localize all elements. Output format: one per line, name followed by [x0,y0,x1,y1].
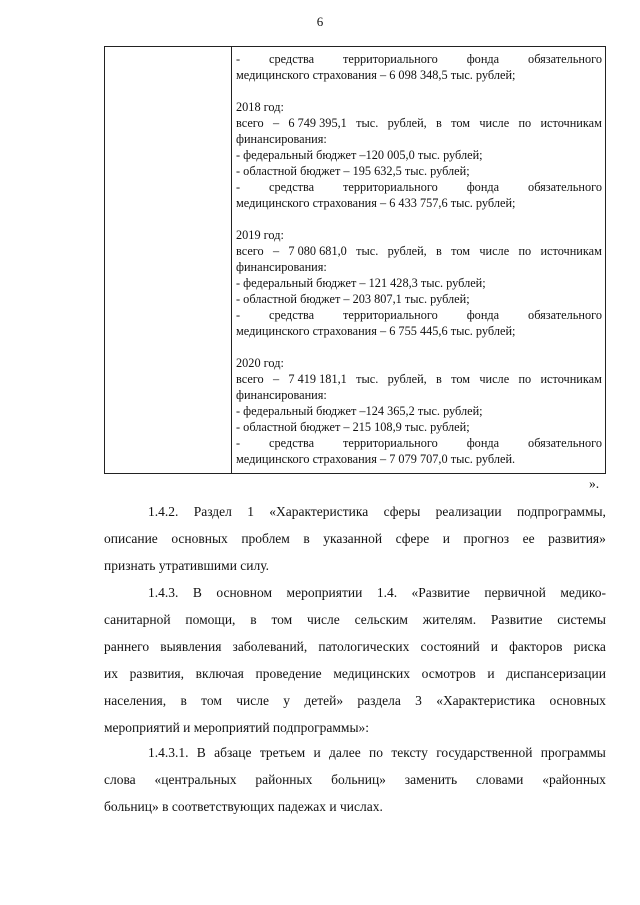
paragraph-line: признать утратившими силу. [104,558,270,573]
word: числе [479,116,510,130]
word: государственной [436,745,533,760]
word: тыс. [356,244,379,258]
word: том [451,244,471,258]
word: средства [269,308,315,322]
paragraph-1-4-2 [104,498,606,579]
word: медицинских [333,666,410,681]
word: всего [236,116,264,130]
word: источникам [540,116,602,130]
word: жителям. [422,612,477,627]
word: В [196,745,206,760]
regional-2018: - областной бюджет – 195 632,5 тыс. рублей; [236,164,470,178]
word: реализации [435,504,502,519]
paragraph-line [104,687,606,714]
paragraph-line [104,633,606,660]
word: у [283,693,291,708]
word: и [442,531,451,546]
word: обязательного [528,52,602,66]
word: в [436,244,442,258]
word: выявления [160,639,222,654]
table-left-cell [105,47,232,473]
word: основных [171,531,228,546]
total-2020-line [236,371,602,387]
paragraph-line [104,498,606,525]
word: проблем [241,531,290,546]
paragraph-1-4-3 [104,579,606,741]
word: – [272,372,280,386]
paragraph-line [104,606,606,633]
word: - [236,52,241,66]
word: всего [236,244,264,258]
paragraph-line [104,579,606,606]
word: рублей, [387,116,427,130]
word: медико- [560,585,606,600]
fund-2020-line [236,435,602,451]
word: развития» [548,531,606,546]
word: средства [269,52,315,66]
word: числе [307,612,340,627]
word: системы [557,612,606,627]
word: «Развитие [411,585,470,600]
year-2018-heading: 2018 год: [236,100,284,114]
word: осмотров [421,666,476,681]
word: тыс. [356,116,379,130]
word: включая [195,666,244,681]
word: подпрограммы, [516,504,606,519]
funding-table [104,46,606,474]
paragraph-line [104,766,606,793]
word: том [451,372,471,386]
word: развития, [129,666,185,681]
word: территориального [343,180,438,194]
paragraph-line [104,525,606,552]
federal-2020: - федеральный бюджет –124 365,2 тыс. рублей; [236,404,483,418]
word: – [272,116,280,130]
word: санитарной [104,612,171,627]
word: мероприятии [286,585,363,600]
word: обязательного [528,180,602,194]
word: 1.4. [376,585,398,600]
word: «Характеристика [436,693,536,708]
word: территориального [343,436,438,450]
fund-line [236,51,602,67]
word: в [436,372,442,386]
word: числе [479,244,510,258]
word: территориального [343,52,438,66]
word: описание [104,531,158,546]
word: - [236,180,241,194]
paragraph-line: больниц» в соответствующих падежах и числах. [104,799,383,814]
word: их [104,666,118,681]
word: основном [216,585,273,600]
word: 7 419 181,1 [288,372,347,386]
word: основных [549,693,606,708]
financing-label: финансирования: [236,388,327,402]
fund-2018-amount: медицинского страхования – 6 433 757,6 тыс. рублей; [236,196,516,210]
fund-2019-amount: медицинского страхования – 6 755 445,6 тыс. рублей; [236,324,516,338]
word: районных [255,772,313,787]
word: диспансеризации [506,666,606,681]
word: сфере [395,531,430,546]
word: раздела [357,693,401,708]
word: 1 [247,504,254,519]
word: обязательного [528,308,602,322]
federal-2018: - федеральный бюджет –120 005,0 тыс. рублей; [236,148,483,162]
word: по [518,116,532,130]
word: далее [329,745,361,760]
paragraph-line [104,739,606,766]
word: 1.4.3.1. [148,745,189,760]
word: факторов [509,639,563,654]
word: и [313,745,321,760]
word: том [201,693,222,708]
word: Развитие [490,612,543,627]
word: 3 [415,693,422,708]
regional-2019: - областной бюджет – 203 807,1 тыс. рублей; [236,292,470,306]
word: средства [269,436,315,450]
word: фонда [466,308,500,322]
word: абзаце [214,745,252,760]
word: программы [540,745,606,760]
word: заменить [404,772,458,787]
word: в [436,116,442,130]
regional-2020: - областной бюджет – 215 108,9 тыс. рублей; [236,420,470,434]
word: том [451,116,471,130]
financing-label: финансирования: [236,132,327,146]
word: – [272,244,280,258]
word: 7 080 681,0 [288,244,347,258]
word: и [490,639,498,654]
word: фонда [466,180,500,194]
page-number: 6 [316,14,324,29]
word: числе [479,372,510,386]
paragraph-1-4-3-1 [104,739,606,820]
word: по [518,372,532,386]
word: источникам [540,244,602,258]
word: первичной [484,585,546,600]
total-2018-line [236,115,602,131]
word: сельским [354,612,408,627]
word: проведение [255,666,322,681]
year-2020-heading: 2020 год: [236,356,284,370]
fund-2020-amount: медицинского страхования – 7 079 707,0 тыс. рублей. [236,452,516,466]
table-right-cell [232,47,605,473]
closing-quote: ». [589,476,600,491]
total-2019-line [236,243,602,259]
word: сферы [383,504,421,519]
word: «районных [542,772,606,787]
word: в [180,693,187,708]
word: указанной [323,531,383,546]
word: помощи, [185,612,236,627]
word: в [250,612,257,627]
word: прогноз [463,531,510,546]
word: - [236,436,241,450]
fund-2019-line [236,307,602,323]
paragraph-line [104,660,606,687]
word: обязательного [528,436,602,450]
word: патологических [318,639,410,654]
year-2019-heading: 2019 год: [236,228,284,242]
word: «Характеристика [269,504,369,519]
fund-2018-line [236,179,602,195]
fund-amount-line: медицинского страхования – 6 098 348,5 тыс. рублей; [236,68,516,82]
word: «центральных [154,772,237,787]
word: заболеваний, [232,639,308,654]
word: тыс. [356,372,379,386]
word: рублей, [387,372,427,386]
word: тексту [391,745,428,760]
word: 6 749 395,1 [288,116,347,130]
word: В [192,585,202,600]
word: населения, [104,693,167,708]
word: рублей, [387,244,427,258]
word: территориального [343,308,438,322]
federal-2019: - федеральный бюджет – 121 428,3 тыс. рублей; [236,276,486,290]
financing-label: финансирования: [236,260,327,274]
word: в [303,531,310,546]
word: фонда [466,52,500,66]
word: фонда [466,436,500,450]
word: средства [269,180,315,194]
word: детей» [304,693,344,708]
word: состояний [420,639,480,654]
word: по [518,244,532,258]
word: числе [236,693,269,708]
word: и [487,666,495,681]
word: Раздел [193,504,232,519]
word: раннего [104,639,150,654]
word: всего [236,372,264,386]
word: больниц» [331,772,386,787]
word: слова [104,772,136,787]
word: ее [522,531,535,546]
word: источникам [540,372,602,386]
paragraph-line: мероприятий и мероприятий подпрограммы»: [104,720,370,735]
word: - [236,308,241,322]
word: словами [475,772,524,787]
word: по [369,745,384,760]
word: 1.4.2. [148,504,179,519]
word: том [271,612,293,627]
word: третьем [259,745,306,760]
word: 1.4.3. [148,585,179,600]
word: риска [573,639,606,654]
